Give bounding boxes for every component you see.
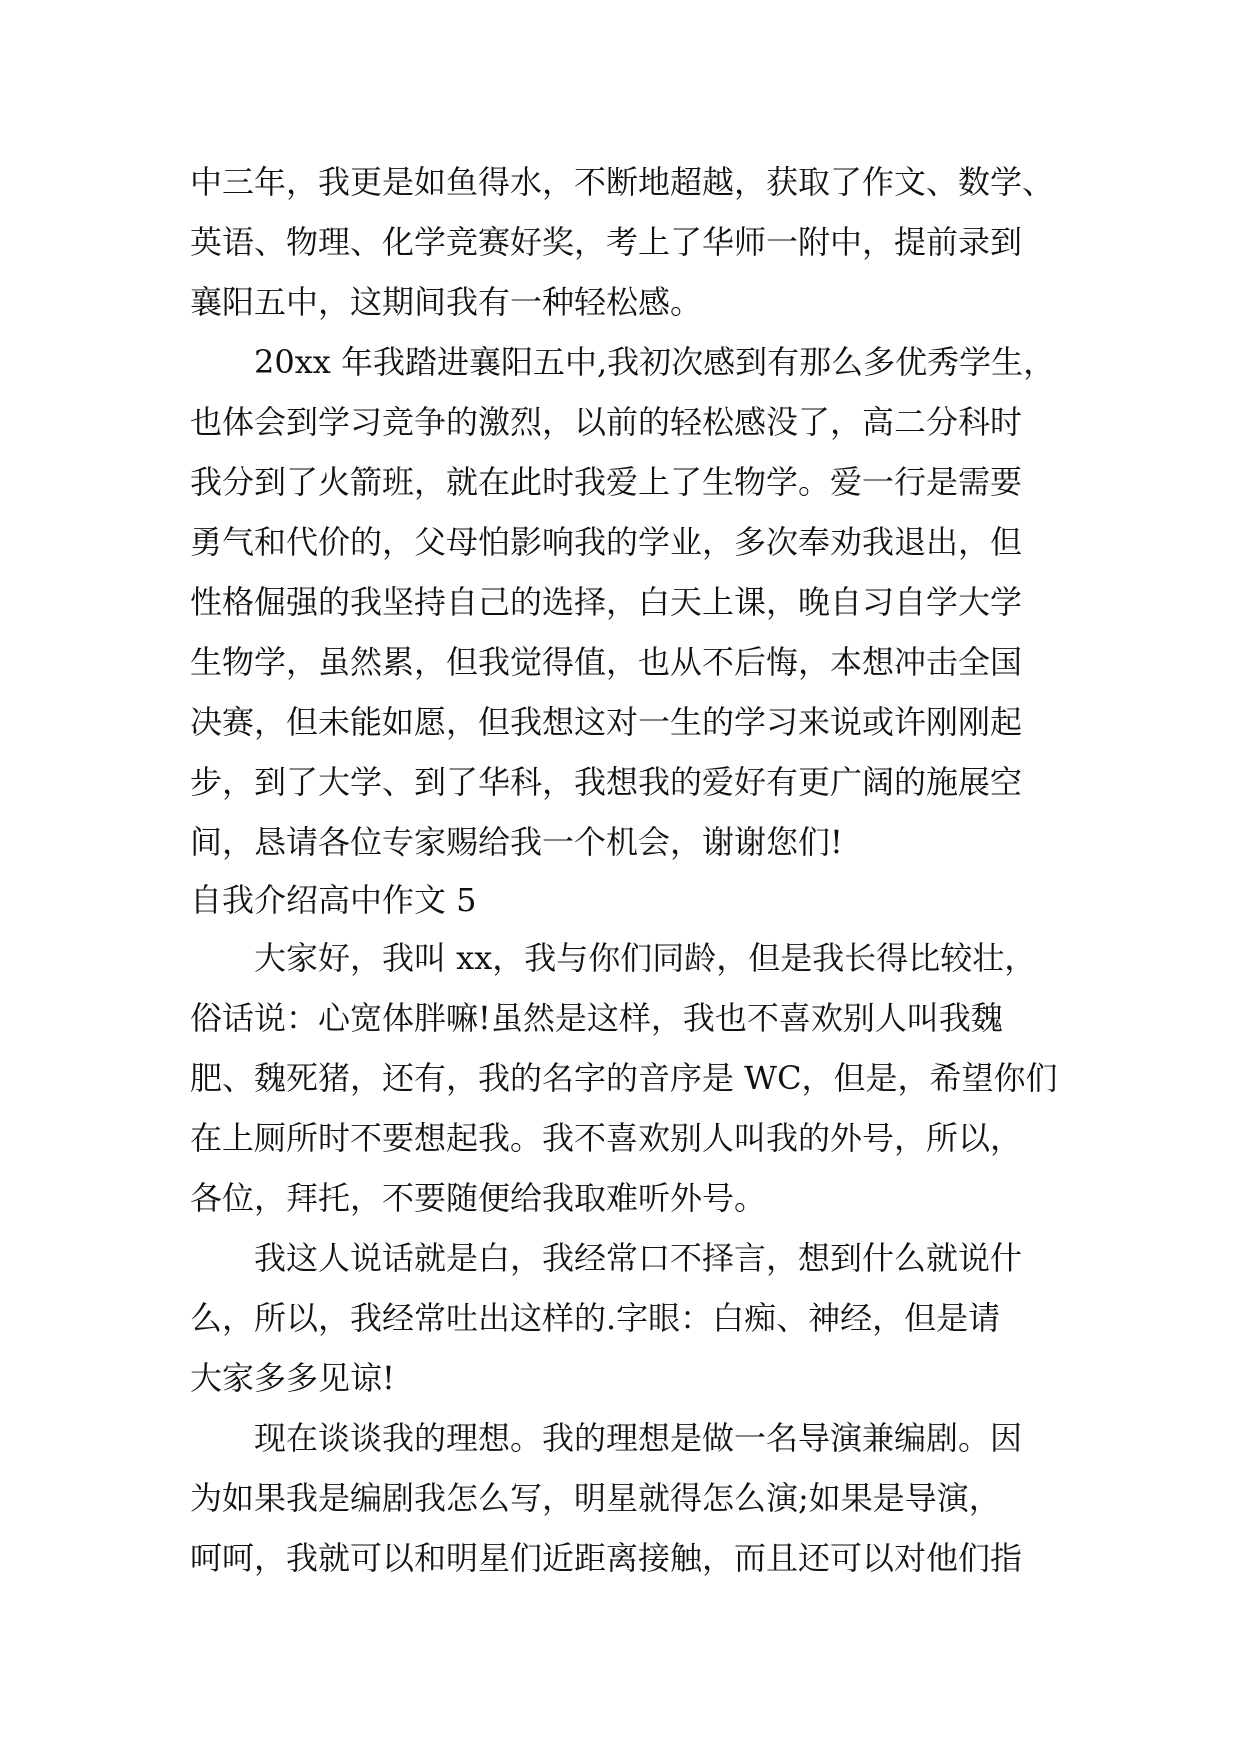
text-line: 中三年，我更是如鱼得水，不断地超越，获取了作文、数学、 [190,163,1055,201]
text-line: 呵呵，我就可以和明星们近距离接触，而且还可以对他们指 [190,1539,1023,1577]
text-line: 生物学，虽然累，但我觉得值，也从不后悔，本想冲击全国 [190,643,1023,681]
paragraph-first-line: 我这人说话就是白，我经常口不择言，想到什么就说什 [254,1239,1023,1277]
text-line: 么，所以，我经常吐出这样的.字眼：白痴、神经，但是请 [190,1299,1001,1337]
paragraph-first-line: 大家好，我叫 xx，我与你们同龄，但是我长得比较壮， [254,939,1037,977]
text-line: 间，恳请各位专家赐给我一个机会，谢谢您们! [190,823,843,861]
text-line: 也体会到学习竞争的激烈，以前的轻松感没了，高二分科时 [190,403,1023,441]
text-line: 勇气和代价的，父母怕影响我的学业，多次奉劝我退出，但 [190,523,1023,561]
paragraph-first-line: 现在谈谈我的理想。我的理想是做一名导演兼编剧。因 [254,1419,1023,1457]
text-line: 各位，拜托，不要随便给我取难听外号。 [190,1179,767,1217]
text-line: 肥、魏死猪，还有，我的名字的音序是 WC，但是，希望你们 [190,1059,1058,1097]
text-line: 步，到了大学、到了华科，我想我的爱好有更广阔的施展空 [190,763,1023,801]
text-line: 在上厕所时不要想起我。我不喜欢别人叫我的外号，所以， [190,1119,1023,1157]
text-line: 为如果我是编剧我怎么写，明星就得怎么演;如果是导演， [190,1479,1001,1517]
text-line: 大家多多见谅! [190,1359,395,1397]
text-line: 决赛，但未能如愿，但我想这对一生的学习来说或许刚刚起 [190,703,1023,741]
text-line: 襄阳五中，这期间我有一种轻松感。 [190,283,703,321]
section-heading: 自我介绍高中作文 5 [190,881,477,919]
text-line: 我分到了火箭班，就在此时我爱上了生物学。爱一行是需要 [190,463,1023,501]
text-line: 性格倔强的我坚持自己的选择，白天上课，晚自习自学大学 [190,583,1023,621]
text-line: 俗话说：心宽体胖嘛!虽然是这样，我也不喜欢别人叫我魏 [190,999,1003,1037]
text-line: 英语、物理、化学竞赛好奖，考上了华师一附中，提前录到 [190,223,1023,261]
document-body [190,152,1070,1588]
paragraph-first-line: 20xx 年我踏进襄阳五中,我初次感到有那么多优秀学生， [254,343,1056,381]
